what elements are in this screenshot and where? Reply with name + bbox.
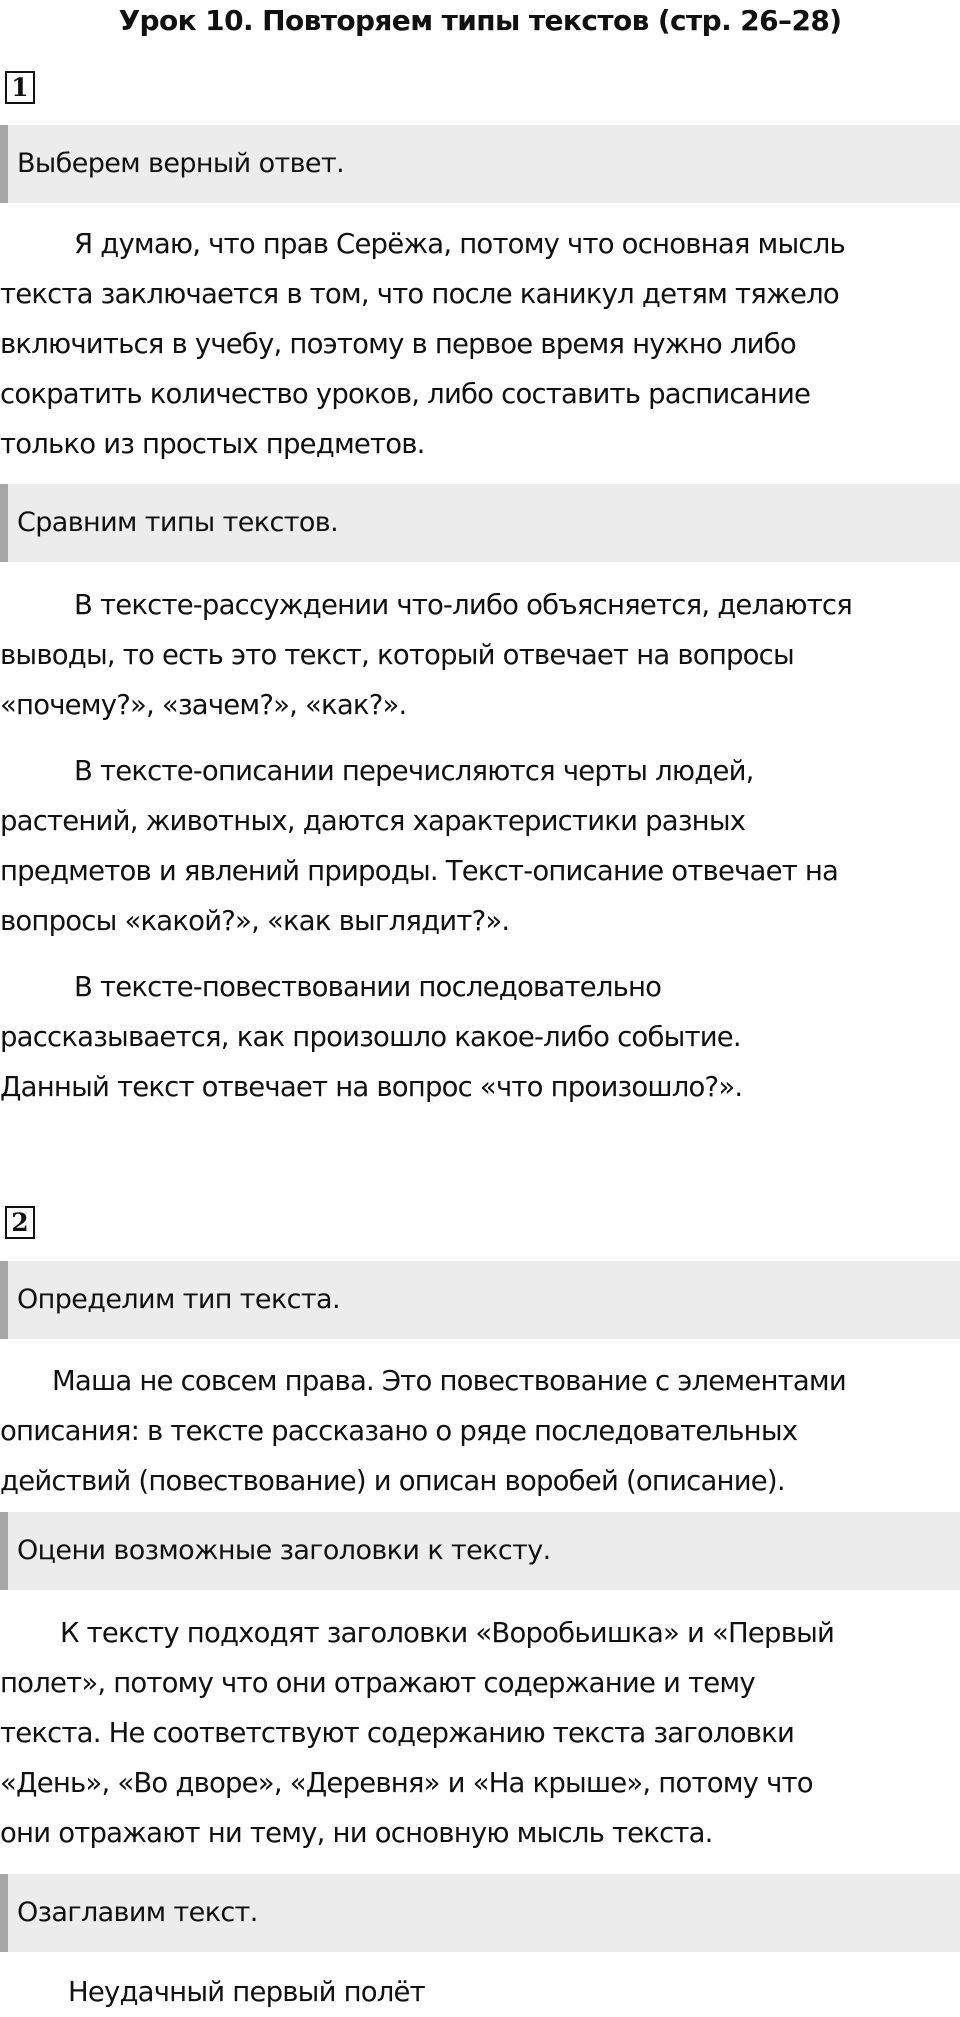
text-line: «День», «Во дворе», «Деревня» и «На крыше», потому что: [0, 1767, 813, 1799]
text-line: текста заключается в том, что после каникул детям тяжело: [0, 278, 839, 310]
paragraph-description: [0, 746, 960, 946]
text-line: Маша не совсем права. Это повествование с элементами: [52, 1365, 846, 1397]
text-line: В тексте-повествовании последовательно: [74, 971, 662, 1003]
text-line: К тексту подходят заголовки «Воробьишка» и «Первый: [60, 1617, 835, 1649]
text-line: растений, животных, даются характеристики разных: [0, 805, 746, 837]
text-line: текста. Не соответствуют содержанию текста заголовки: [0, 1717, 795, 1749]
section-heading-choose-answer: Выберем верный ответ.: [0, 125, 960, 203]
text-line: вопросы «какой?», «как выглядит?».: [0, 905, 510, 937]
lesson-title: Урок 10. Повторяем типы текстов (стр. 26–28): [118, 4, 842, 37]
paragraph-chosen-title: [0, 1967, 960, 2017]
text-line: сократить количество уроков, либо составить расписание: [0, 378, 811, 410]
paragraph-answer: [0, 219, 960, 469]
text-line: В тексте-описании перечисляются черты людей,: [74, 755, 754, 787]
task-number-2: 2: [5, 1206, 35, 1239]
text-line: Неудачный первый полёт: [68, 1976, 425, 2008]
section-heading-compare-types: Сравним типы текстов.: [0, 484, 960, 562]
section-heading-evaluate-titles: Оцени возможные заголовки к тексту.: [0, 1512, 960, 1590]
paragraph-text-type: [0, 1356, 960, 1506]
section-heading-title-text: Озаглавим текст.: [0, 1874, 960, 1952]
text-line: В тексте-рассуждении что-либо объясняется, делаются: [74, 589, 852, 621]
text-line: описания: в тексте рассказано о ряде последовательных: [0, 1415, 798, 1447]
text-line: предметов и явлений природы. Текст-описание отвечает на: [0, 855, 839, 887]
text-line: они отражают ни тему, ни основную мысль текста.: [0, 1817, 713, 1849]
paragraph-reasoning: [0, 580, 960, 730]
text-line: выводы, то есть это текст, который отвечает на вопросы: [0, 639, 794, 671]
text-line: Я думаю, что прав Серёжа, потому что основная мысль: [74, 228, 845, 260]
text-line: включиться в учебу, поэтому в первое время нужно либо: [0, 328, 796, 360]
paragraph-titles: [0, 1608, 960, 1858]
text-line: Данный текст отвечает на вопрос «что произошло?».: [0, 1071, 743, 1103]
text-line: действий (повествование) и описан воробей (описание).: [0, 1465, 785, 1497]
paragraph-narration: [0, 962, 960, 1112]
text-line: рассказывается, как произошло какое-либо событие.: [0, 1021, 741, 1053]
section-heading-determine-type: Определим тип текста.: [0, 1261, 960, 1339]
text-line: «почему?», «зачем?», «как?».: [0, 689, 407, 721]
text-line: полет», потому что они отражают содержание и тему: [0, 1667, 755, 1699]
text-line: только из простых предметов.: [0, 428, 425, 460]
task-number-1: 1: [5, 71, 35, 104]
